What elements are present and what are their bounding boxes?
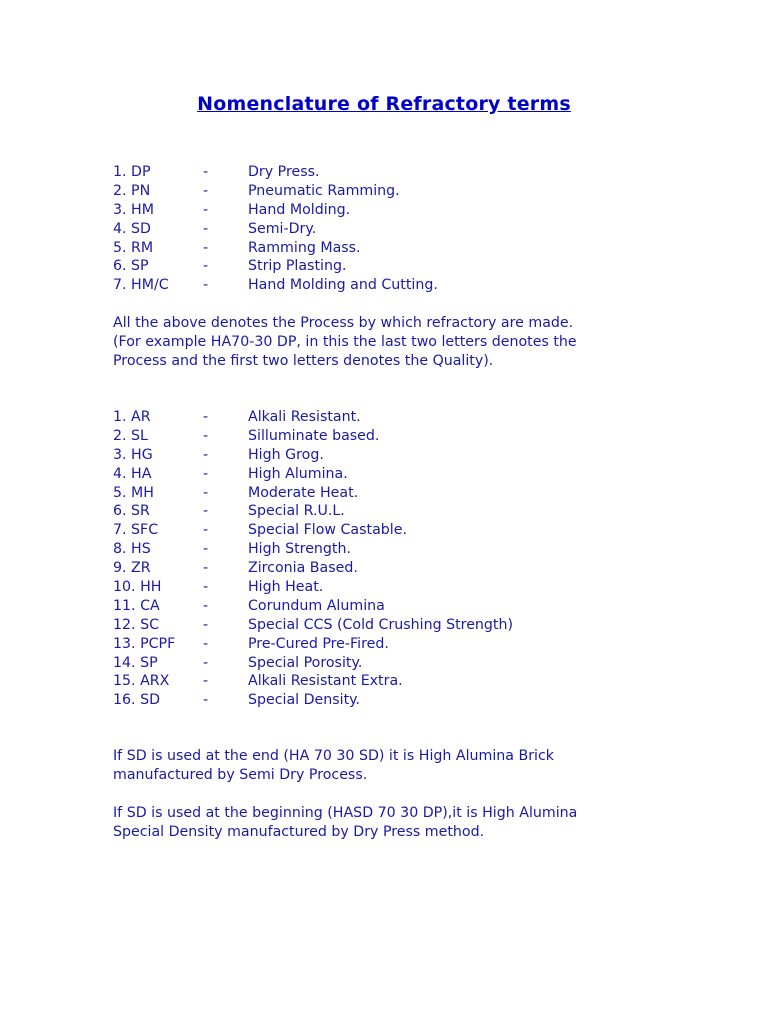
term-dash: - (203, 654, 209, 671)
term-code: 12. SC (113, 616, 159, 633)
term-dash: - (203, 616, 209, 633)
term-dash: - (203, 182, 209, 199)
term-dash: - (203, 277, 209, 294)
term-definition: Hand Molding and Cutting. (248, 277, 438, 294)
term-code: 15. ARX (113, 673, 170, 690)
term-dash: - (203, 239, 209, 256)
term-code: 9. ZR (113, 560, 151, 577)
term-dash: - (203, 522, 209, 539)
term-code: 4. SD (113, 220, 151, 237)
process-note-line: Process and the first two letters denotes the Quality). (113, 352, 494, 369)
term-definition: Special Porosity. (248, 654, 363, 671)
term-dash: - (203, 465, 209, 482)
process-note-line: All the above denotes the Process by which refractory are made. (113, 315, 574, 331)
term-dash: - (203, 503, 209, 520)
process-note (113, 314, 673, 371)
term-code: 3. HG (113, 446, 153, 463)
sd-end-note (113, 747, 673, 785)
term-code: 16. SD (113, 692, 161, 709)
sd-begin-note (113, 804, 673, 842)
term-code: 13. PCPF (113, 635, 176, 652)
term-definition: High Strength. (248, 541, 351, 558)
term-definition: Alkali Resistant Extra. (248, 673, 403, 690)
term-code: 1. DP (113, 164, 151, 180)
term-definition: High Grog. (248, 446, 324, 463)
term-definition: Zirconia Based. (248, 560, 358, 577)
term-dash: - (203, 484, 209, 501)
term-code: 2. PN (113, 182, 151, 199)
sd-end-note-line: manufactured by Semi Dry Process. (113, 766, 368, 783)
term-definition: High Heat. (248, 579, 324, 596)
term-code: 6. SP (113, 258, 149, 275)
term-dash: - (203, 541, 209, 558)
term-dash: - (203, 692, 209, 709)
term-definition: High Alumina. (248, 465, 348, 482)
term-definition: Pre-Cured Pre-Fired. (248, 635, 389, 652)
term-definition: Special CCS (Cold Crushing Strength) (248, 616, 514, 633)
term-code: 8. HS (113, 541, 151, 558)
term-code: 2. SL (113, 427, 148, 444)
term-definition: Corundum Alumina (248, 597, 385, 614)
term-definition: Special Flow Castable. (248, 522, 407, 539)
term-definition: Silluminate based. (248, 427, 380, 444)
term-dash: - (203, 579, 209, 596)
term-code: 14. SP (113, 654, 158, 671)
term-definition: Special Density. (248, 692, 361, 709)
term-definition: Strip Plasting. (248, 258, 347, 275)
term-dash: - (203, 560, 209, 577)
term-code: 7. HM/C (113, 277, 169, 294)
term-definition: Special R.U.L. (248, 503, 345, 520)
term-dash: - (203, 673, 209, 690)
term-dash: - (203, 164, 209, 180)
term-code: 7. SFC (113, 522, 159, 539)
term-code: 11. CA (113, 597, 160, 614)
term-dash: - (203, 597, 209, 614)
term-dash: - (203, 427, 209, 444)
sd-begin-note-line: Special Density manufactured by Dry Press method. (113, 823, 485, 840)
term-definition: Hand Molding. (248, 201, 351, 218)
term-code: 6. SR (113, 503, 150, 520)
term-definition: Ramming Mass. (248, 239, 361, 256)
term-code: 3. HM (113, 201, 154, 218)
term-dash: - (203, 220, 209, 237)
term-dash: - (203, 409, 209, 425)
term-code: 5. RM (113, 239, 154, 256)
term-dash: - (203, 201, 209, 218)
term-definition: Alkali Resistant. (248, 409, 361, 425)
term-code: 5. MH (113, 484, 154, 501)
page-title: Nomenclature of Refractory terms (197, 93, 571, 115)
term-definition: Moderate Heat. (248, 484, 359, 501)
sd-begin-note-line: If SD is used at the beginning (HASD 70 30 DP),it is High Alumina (113, 805, 578, 821)
term-code: 10. HH (113, 579, 162, 596)
term-code: 4. HA (113, 465, 152, 482)
sd-end-note-line: If SD is used at the end (HA 70 30 SD) it is High Alumina Brick (113, 748, 555, 764)
term-dash: - (203, 635, 209, 652)
term-definition: Dry Press. (248, 164, 320, 180)
term-definition: Semi-Dry. (248, 220, 317, 237)
term-dash: - (203, 446, 209, 463)
process-note-line: (For example HA70-30 DP, in this the last two letters denotes the (113, 333, 577, 350)
term-code: 1. AR (113, 409, 151, 425)
term-dash: - (203, 258, 209, 275)
term-definition: Pneumatic Ramming. (248, 182, 400, 199)
